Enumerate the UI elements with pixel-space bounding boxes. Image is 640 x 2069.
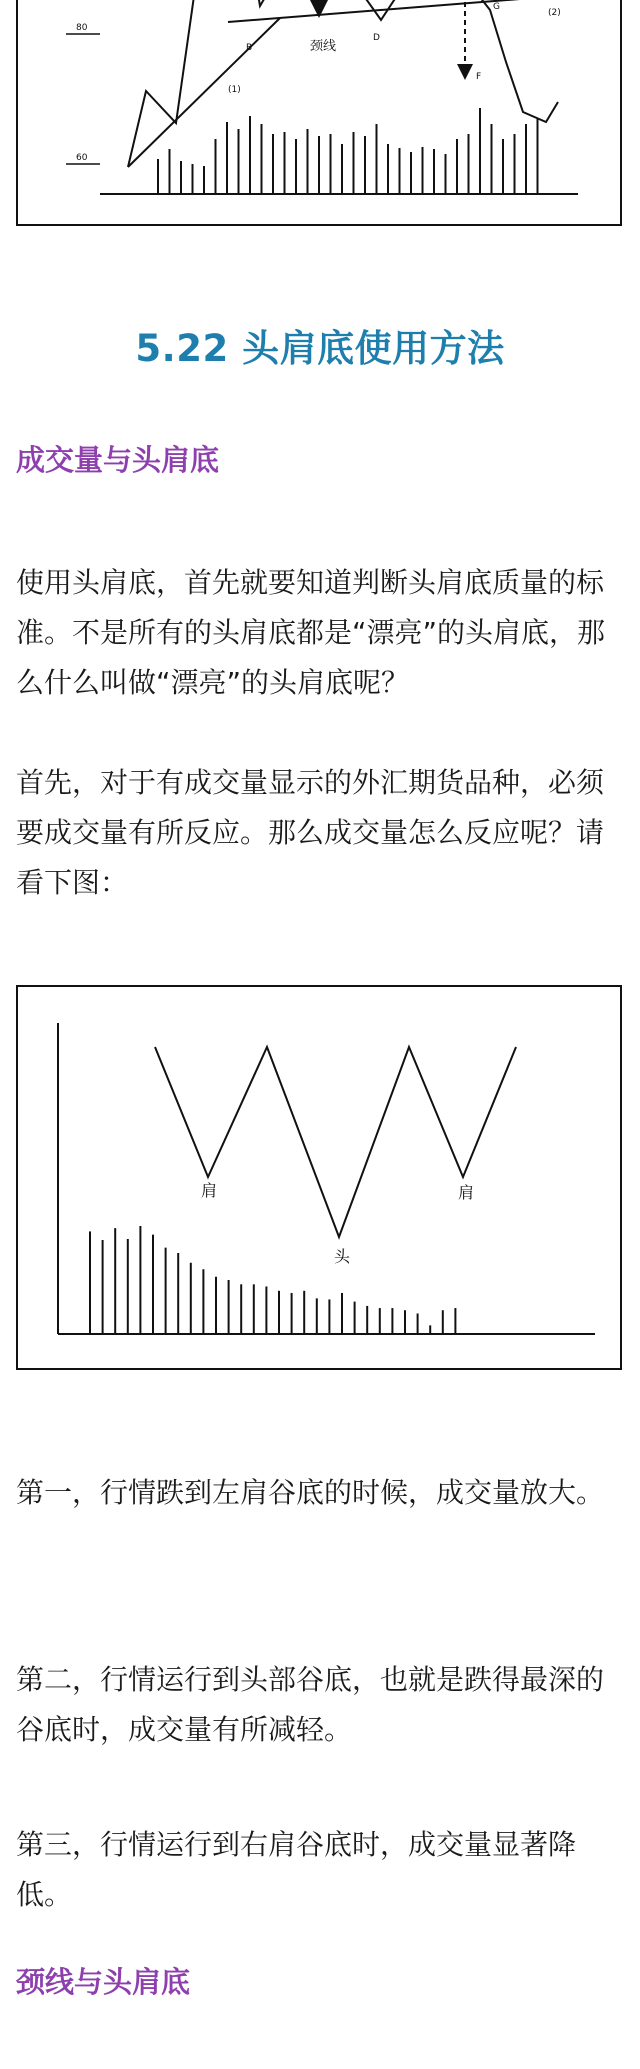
observation-3: 第三，行情运行到右肩谷底时，成交量显著降低。	[16, 1828, 577, 1911]
observation-2: 第二，行情运行到头部谷底，也就是跌得最深的谷底时，成交量有所减轻。	[16, 1663, 605, 1746]
section-title: 5.22 头肩底使用方法	[135, 327, 505, 370]
top-volume-bars	[158, 108, 538, 194]
point-label-f: F	[476, 72, 482, 82]
subheading-volume: 成交量与头肩底	[16, 443, 220, 477]
volume-head-shoulders-figure	[16, 985, 622, 1370]
axis-label-80: 80	[76, 23, 88, 33]
paragraph-intro: 使用头肩底，首先就要知道判断头肩底质量的标准。不是所有的头肩底都是“漂亮”的头肩底，那么什么叫做“漂亮”的头肩底呢？	[16, 566, 606, 699]
trendline-1	[128, 18, 280, 167]
axis-label-60: 60	[76, 153, 88, 163]
bottom-figure-svg	[18, 987, 620, 1368]
point-label-1: (1)	[228, 85, 241, 95]
head-shoulders-top-figure	[16, 0, 622, 226]
left-shoulder-label: 肩	[201, 1181, 218, 1200]
point-label-g: G	[493, 2, 500, 12]
target-arrow-head	[457, 64, 473, 80]
observation-1: 第一，行情跌到左肩谷底的时候，成交量放大。	[16, 1476, 605, 1509]
top-figure-svg	[18, 0, 620, 224]
neckline-label: 颈线	[310, 39, 337, 54]
point-label-d: D	[373, 33, 380, 43]
right-shoulder-label: 肩	[458, 1183, 475, 1202]
price-zigzag-line	[155, 1047, 516, 1237]
top-price-line	[128, 0, 558, 167]
paragraph-volume-question: 首先，对于有成交量显示的外汇期货品种，必须要成交量有所反应。那么成交量怎么反应呢？请看下图：	[16, 766, 605, 899]
point-label-2: (2)	[548, 8, 561, 18]
subheading-neckline: 颈线与头肩底	[16, 1965, 191, 1999]
head-label: 头	[334, 1247, 351, 1266]
point-label-b: B	[246, 43, 253, 53]
volume-bars	[90, 1226, 455, 1334]
